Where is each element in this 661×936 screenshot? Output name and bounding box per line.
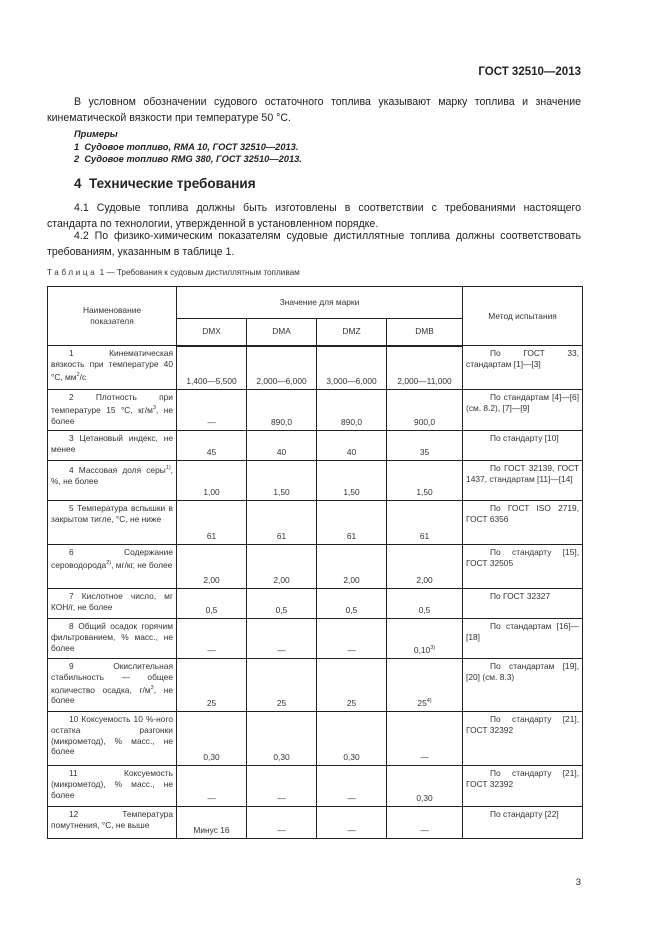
value-cell-dmb <box>387 346 463 390</box>
value-cell-dmb <box>387 766 463 807</box>
footnote-ref: 3) <box>430 645 436 652</box>
cell-text: 61 <box>206 531 217 542</box>
value-cell-dmb <box>387 431 463 461</box>
indicator-name-cell <box>48 659 177 712</box>
value-cell-dmx <box>177 390 247 431</box>
examples-title: Примеры <box>74 129 118 139</box>
method-cell: По стандартам [19], [20] (см. 8.3) <box>463 659 583 712</box>
example-item: 2 Судовое топливо RMG 380, ГОСТ 32510—2013. <box>74 154 302 164</box>
cell-text: 1,50 <box>273 487 290 498</box>
cell-text: 2,00 <box>273 575 290 586</box>
value-cell-dmb <box>387 619 463 659</box>
col-header-dmx: DMX <box>177 319 247 346</box>
value-cell-dma <box>247 766 317 807</box>
cell-text: 890,0 <box>271 417 292 428</box>
table-caption-label: Таблица <box>47 268 98 277</box>
footnote-ref: 2 <box>76 371 80 378</box>
value-cell-dma <box>247 390 317 431</box>
cell-text: 1,50 <box>416 487 433 498</box>
footnote-ref: 3 <box>152 404 156 411</box>
method-cell: По ГОСТ 32139, ГОСТ 1437, стандартам [11]—[14] <box>463 461 583 501</box>
cell-text: 1,400—5,500 <box>186 376 237 387</box>
value-cell-dmx <box>177 712 247 766</box>
indicator-name-cell <box>48 807 177 839</box>
cell-text: 1,50 <box>343 487 360 498</box>
indicator-name-cell <box>48 712 177 766</box>
cell-text: 7 Кислотное число, мг КОН/г, не более <box>51 591 173 612</box>
value-cell-dmx <box>177 461 247 501</box>
indicator-name-cell <box>48 346 177 390</box>
value-cell-dma <box>247 545 317 589</box>
table-row <box>48 390 583 431</box>
value-cell-dmz <box>317 712 387 766</box>
value-cell-dmb <box>387 545 463 589</box>
cell-text: 10 Коксуемость 10 %-ного остатка разгонки (микрометод), % масс., не более <box>51 714 173 757</box>
value-cell-dmz <box>317 545 387 589</box>
method-cell: По стандарту [21], ГОСТ 32392 <box>463 766 583 807</box>
table-row <box>48 461 583 501</box>
value-cell-dma <box>247 346 317 390</box>
indicator-name-cell <box>48 390 177 431</box>
cell-text: 5 Температура вспышки в закрытом тигле, °С, не ниже <box>51 503 173 524</box>
section-title: 4 Технические требования <box>74 176 256 191</box>
cell-text: 2,000—11,000 <box>397 376 452 387</box>
table-row <box>48 431 583 461</box>
cell-text: 61 <box>346 531 357 542</box>
value-cell-dmz <box>317 346 387 390</box>
value-cell-dmb <box>387 807 463 839</box>
method-cell: По стандарту [15], ГОСТ 32505 <box>463 545 583 589</box>
value-cell-dmb <box>387 589 463 619</box>
document-id: ГОСТ 32510—2013 <box>478 66 581 78</box>
method-cell: По ГОСТ 32327 <box>463 589 583 619</box>
cell-text: 0,30 <box>273 752 290 763</box>
cell-text: 25 <box>346 698 357 709</box>
paragraph-4-1: 4.1 Судовые топлива должны быть изготовлены в соответствии с требованиями настоящего стандарта по технологии, утвержденной в установленном порядке. <box>47 202 581 230</box>
value-cell-dmz <box>317 501 387 545</box>
indicator-name-cell <box>48 461 177 501</box>
cell-text: 25 <box>417 698 427 709</box>
cell-text: 1,00 <box>203 487 220 498</box>
cell-text: — <box>420 825 429 836</box>
col-header-group: Значение для марки <box>177 287 463 319</box>
value-cell-dma <box>247 461 317 501</box>
indicator-name-cell <box>48 431 177 461</box>
value-cell-dmz <box>317 659 387 712</box>
value-cell-dmz <box>317 431 387 461</box>
cell-text: 9 Окислительная стабильность — общее количество осадка, г/м <box>51 661 173 695</box>
col-header-dmz: DMZ <box>317 319 387 346</box>
value-cell-dmx <box>177 431 247 461</box>
cell-text: 25 <box>206 698 217 709</box>
value-cell-dmz <box>317 461 387 501</box>
value-cell-dmz <box>317 807 387 839</box>
cell-text: , не более <box>51 404 173 426</box>
table-row <box>48 346 583 390</box>
table-row <box>48 589 583 619</box>
value-cell-dma <box>247 659 317 712</box>
value-cell-dmb <box>387 501 463 545</box>
cell-text: — <box>277 793 286 804</box>
value-cell-dmx <box>177 346 247 390</box>
indicator-name-cell <box>48 766 177 807</box>
value-cell-dma <box>247 712 317 766</box>
cell-text: — <box>420 752 429 763</box>
cell-text: — <box>277 825 286 836</box>
cell-text: 0,30 <box>416 793 433 804</box>
cell-text: 6 Содержание сероводорода <box>51 547 173 570</box>
page-number: 3 <box>575 877 581 888</box>
cell-text: 0,5 <box>345 605 358 616</box>
cell-text: 12 Температура помутнения, °С, не выше <box>51 809 173 830</box>
footnote-ref: 4) <box>426 698 432 705</box>
cell-text: 40 <box>276 447 287 458</box>
value-cell-dmb <box>387 461 463 501</box>
method-cell: По ГОСТ ISO 2719, ГОСТ 6356 <box>463 501 583 545</box>
cell-text: 25 <box>276 698 287 709</box>
indicator-name-cell <box>48 589 177 619</box>
cell-text: /с <box>79 371 87 382</box>
col-header-name: Наименование показателя <box>48 287 177 346</box>
value-cell-dmb <box>387 712 463 766</box>
value-cell-dmx <box>177 766 247 807</box>
value-cell-dma <box>247 431 317 461</box>
cell-text: 40 <box>346 447 357 458</box>
cell-text: 890,0 <box>341 417 362 428</box>
table-row <box>48 807 583 839</box>
cell-text: 2,00 <box>343 575 360 586</box>
table-row <box>48 766 583 807</box>
intro-paragraph: В условном обозначении судового остаточного топлива указывают марку топлива и значение кинематической вязкости при температуре 50 °С. <box>47 96 581 124</box>
value-cell-dmz <box>317 619 387 659</box>
col-header-method: Метод испытания <box>463 287 583 346</box>
cell-text: 900,0 <box>414 417 435 428</box>
cell-text: , не более <box>51 684 173 706</box>
method-cell: По стандарту [22] <box>463 807 583 839</box>
value-cell-dmb <box>387 390 463 431</box>
cell-text: Минус 16 <box>193 825 230 836</box>
cell-text: 2 Плотность при температуре 15 °С, кг/м <box>51 392 173 415</box>
table-caption <box>47 268 300 277</box>
cell-text: 45 <box>206 447 217 458</box>
paragraph-4-2: 4.2 По физико-химическим показателям судовые дистиллятные топлива должны соответствовать требованиям, указанным в таблице 1. <box>47 230 581 258</box>
cell-text: 3 Цетановый индекс, не менее <box>51 433 173 454</box>
value-cell-dmx <box>177 589 247 619</box>
col-header-dmb: DMB <box>387 319 463 346</box>
cell-text: 2,000—6,000 <box>256 376 307 387</box>
example-item: 1 Судовое топливо, RMA 10, ГОСТ 32510—2013. <box>74 141 299 152</box>
value-cell-dma <box>247 807 317 839</box>
cell-text: 11 Коксуемость (микрометод), % масс., не более <box>51 768 173 800</box>
cell-text: 8 Общий осадок горячим фильтрованием, % масс., не более <box>51 621 173 653</box>
table-row <box>48 659 583 712</box>
method-cell: По стандартам [4]—[6] (см. 8.2), [7]—[9] <box>463 390 583 431</box>
table-row <box>48 501 583 545</box>
cell-text: 4 Массовая доля серы <box>69 465 166 475</box>
cell-text: 61 <box>276 531 287 542</box>
value-cell-dmx <box>177 659 247 712</box>
value-cell-dmz <box>317 589 387 619</box>
cell-text: 61 <box>419 531 430 542</box>
cell-text: 0,5 <box>275 605 288 616</box>
cell-text: 0,5 <box>418 605 431 616</box>
method-cell: По стандарту [10] <box>463 431 583 461</box>
cell-text: , мг/кг, не более <box>111 559 173 570</box>
cell-text: 0,10 <box>413 645 431 656</box>
value-cell-dmx <box>177 619 247 659</box>
col-header-dma: DMA <box>247 319 317 346</box>
examples-block <box>74 128 302 166</box>
value-cell-dmz <box>317 766 387 807</box>
value-cell-dmx <box>177 807 247 839</box>
cell-text: 3,000—6,000 <box>326 376 377 387</box>
method-cell: По стандартам [16]—[18] <box>463 619 583 659</box>
table-row <box>48 619 583 659</box>
cell-text: — <box>207 645 216 656</box>
cell-text: 1 Кинематическая вязкость при температуре 40 °С, мм <box>51 348 173 382</box>
value-cell-dma <box>247 589 317 619</box>
cell-text: 35 <box>419 447 430 458</box>
footnote-ref: 2) <box>106 559 112 566</box>
cell-text: 2,00 <box>416 575 433 586</box>
indicator-name-cell <box>48 545 177 589</box>
value-cell-dmb <box>387 659 463 712</box>
cell-text: — <box>207 793 216 804</box>
value-cell-dmx <box>177 545 247 589</box>
table-row <box>48 545 583 589</box>
requirements-table <box>47 286 583 839</box>
cell-text: — <box>347 825 356 836</box>
cell-text: 0,5 <box>205 605 218 616</box>
table-body <box>48 346 583 839</box>
value-cell-dmx <box>177 501 247 545</box>
footnote-ref: 1) <box>165 465 171 471</box>
value-cell-dma <box>247 501 317 545</box>
table-row <box>48 712 583 766</box>
cell-text: — <box>277 645 286 656</box>
value-cell-dma <box>247 619 317 659</box>
value-cell-dmz <box>317 390 387 431</box>
method-cell: По стандарту [21], ГОСТ 32392 <box>463 712 583 766</box>
cell-text: — <box>347 645 356 656</box>
cell-text: 0,30 <box>203 752 220 763</box>
indicator-name-cell <box>48 501 177 545</box>
footnote-ref: 3 <box>150 684 154 691</box>
cell-text: , %, не более <box>51 465 173 486</box>
cell-text: — <box>347 793 356 804</box>
cell-text: 2,00 <box>203 575 220 586</box>
method-cell: По ГОСТ 33, стандартам [1]—[3] <box>463 346 583 390</box>
indicator-name-cell <box>48 619 177 659</box>
cell-text: — <box>207 417 216 428</box>
table-caption-text: 1 — Требования к судовым дистиллятным топливам <box>97 268 300 277</box>
cell-text: 0,30 <box>343 752 360 763</box>
